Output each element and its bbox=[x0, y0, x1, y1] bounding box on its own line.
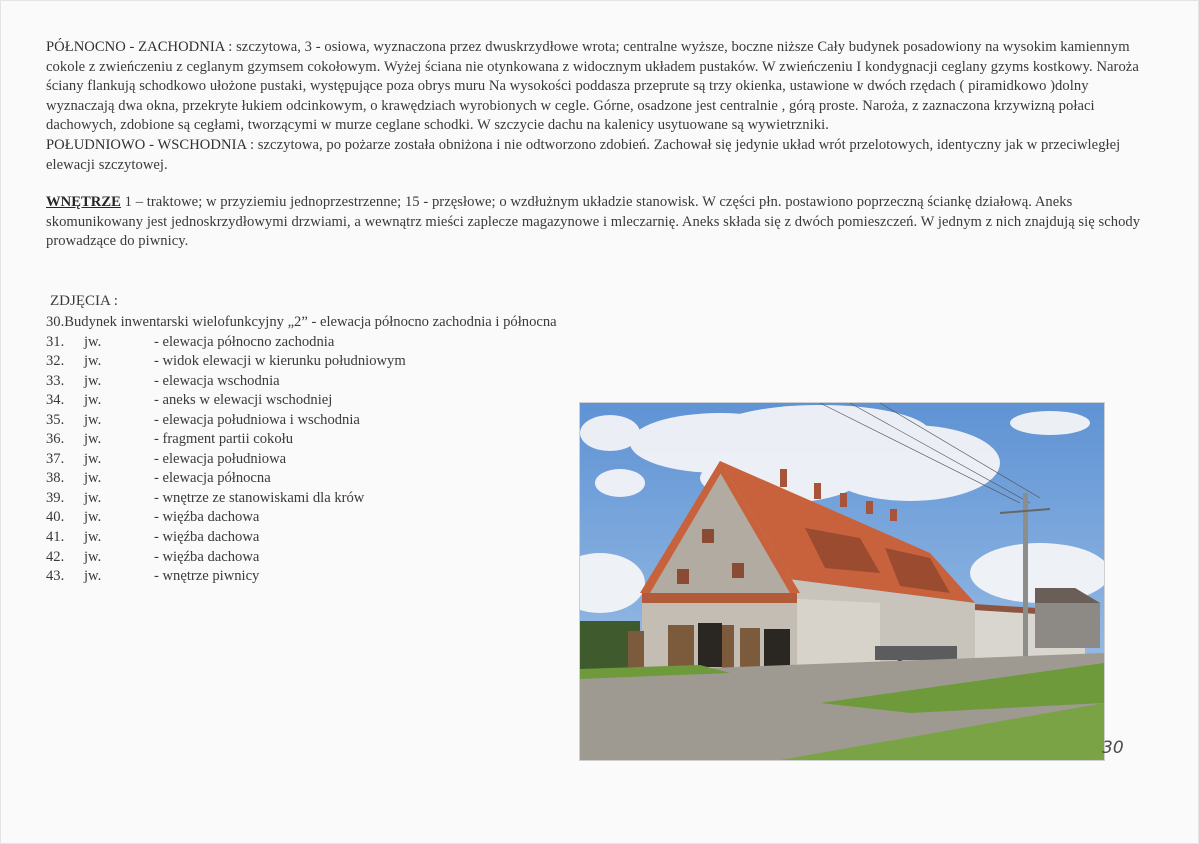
photo-caption-desc: - wnętrze piwnicy bbox=[154, 568, 260, 585]
photo-caption-jw: jw. bbox=[84, 509, 102, 526]
photo-caption-row bbox=[46, 508, 557, 528]
photo-caption-row bbox=[46, 352, 557, 372]
photo-caption-desc: - elewacja północno zachodnia bbox=[154, 333, 335, 350]
photo-caption-row bbox=[46, 430, 557, 450]
se-elevation-paragraph bbox=[46, 136, 1156, 175]
photo-caption-num: 35. bbox=[46, 411, 65, 428]
description-text bbox=[46, 38, 1156, 252]
photo-caption-jw: jw. bbox=[84, 333, 102, 350]
photo-caption-row bbox=[46, 372, 557, 392]
photo-caption-desc: - elewacja północna bbox=[154, 470, 271, 487]
photo-caption-row bbox=[46, 450, 557, 470]
se-elevation-label: POŁUDNIOWO - WSCHODNIA bbox=[46, 136, 247, 153]
photo-caption-row bbox=[46, 391, 557, 411]
photo-caption-num: 32. bbox=[46, 353, 65, 370]
photo-caption-num: 39. bbox=[46, 489, 65, 506]
building-photo bbox=[579, 402, 1105, 761]
photo-caption-desc: - elewacja południowa i wschodnia bbox=[154, 411, 360, 428]
photo-caption-desc: - elewacja południowa bbox=[154, 450, 287, 467]
page-number: 30 bbox=[1102, 738, 1124, 758]
photo-caption-jw: jw. bbox=[84, 450, 102, 467]
photo-list bbox=[46, 313, 557, 587]
photo-caption-row bbox=[46, 567, 557, 587]
interior-paragraph bbox=[46, 193, 1156, 252]
photo-caption-row bbox=[46, 548, 557, 568]
photo-caption-jw: jw. bbox=[84, 470, 102, 487]
photo-caption-desc: - widok elewacji w kierunku południowym bbox=[154, 353, 406, 370]
photo-caption-jw: jw. bbox=[84, 411, 102, 428]
photo-caption-row bbox=[46, 528, 557, 548]
photo-caption-num: 41. bbox=[46, 529, 65, 546]
photo-caption-jw: jw. bbox=[84, 568, 102, 585]
photo-caption-desc: - fragment partii cokołu bbox=[154, 431, 293, 448]
photo-caption-num: 42. bbox=[46, 548, 65, 565]
photo-caption-desc: - więźba dachowa bbox=[154, 548, 260, 565]
photo-caption-desc: - więźba dachowa bbox=[154, 529, 260, 546]
photo-caption-desc: - elewacja wschodnia bbox=[154, 372, 280, 389]
photo-caption-num: 38. bbox=[46, 470, 65, 487]
photo-caption-num: 31. bbox=[46, 333, 65, 350]
photo-caption-num: 36. bbox=[46, 431, 65, 448]
interior-text: 1 – traktowe; w przyziemiu jednoprzestrzenne; 15 - przęsłowe; o wzdłużnym układzie stanowisk. W części płn. postawiono poprzeczną ściankę działową. Aneks skomunikowany jest jednoskrzydłowymi drzwiami, a wewnątrz mieści zaplecze magazynowe i mleczarnię. Aneks składa się z dwóch pomieszczeń. W jednym z nich znajdują się schody prowadzące do piwnicy. bbox=[46, 194, 1141, 250]
nw-elevation-paragraph bbox=[46, 38, 1156, 136]
photo-caption-jw: jw. bbox=[84, 431, 102, 448]
nw-elevation-text: : szczytowa, 3 - osiowa, wyznaczona przez dwuskrzydłowe wrota; centralne wyższe, boczne niższe Cały budynek posadowiony na wysokim kamiennym cokole z zwieńczeniu z ceglanym gzymsem cokołowym. Wyżej ściana nie otynkowana z widocznym układem pustaków. W zwieńczeniu I kondygnacji ceglany gzyms kostkowy. Naroża ściany flankują schodkowo ułożone pustaki, występujące poza obrys muru Na wysokości poddasza przeprute są trzy okienka, ustawione w dwóch rzędach ( piramidkowo )dolny wyznaczają dwa okna, przekryte łukiem odcinkowym, o krawędziach wyrobionych w cegle. Górne, osadzone jest centralnie , górą proste. Naroża, z zaznaczona krzywizną połaci dachowych, zdobione są cegłami, tworzącymi w murze ceglane schodki. W szczycie dachu na kalenicy usytuowane są wywietrzniki. bbox=[46, 39, 1139, 134]
photo-caption-desc: - aneks w elewacji wschodniej bbox=[154, 392, 333, 409]
se-elevation-text: : szczytowa, po pożarze została obniżona i nie odtworzono zdobień. Zachował się jedynie układ wrót przelotowych, identyczny jak w przeciwległej elewacji szczytowej. bbox=[46, 136, 1121, 173]
photo-caption-desc: - wnętrze ze stanowiskami dla krów bbox=[154, 489, 365, 506]
photo-caption-jw: jw. bbox=[84, 529, 102, 546]
photo-caption-jw: jw. bbox=[84, 548, 102, 565]
photo-caption-row bbox=[46, 469, 557, 489]
photo-caption-row bbox=[46, 333, 557, 353]
photos-heading: ZDJĘCIA : bbox=[50, 293, 118, 309]
photo-caption-jw: jw. bbox=[84, 372, 102, 389]
photo-caption-num: 37. bbox=[46, 450, 65, 467]
interior-heading: WNĘTRZE bbox=[46, 194, 121, 211]
photo-caption-row bbox=[46, 489, 557, 509]
photo-caption-jw: jw. bbox=[84, 392, 102, 409]
photo-caption-num: 34. bbox=[46, 392, 65, 409]
photo-caption-num: 43. bbox=[46, 568, 65, 585]
nw-elevation-label: PÓŁNOCNO - ZACHODNIA bbox=[46, 39, 225, 55]
photo-caption-desc: - więźba dachowa bbox=[154, 509, 260, 526]
photo-caption-num: 33. bbox=[46, 372, 65, 389]
photo-caption-jw: jw. bbox=[84, 489, 102, 506]
photo-caption-jw: jw. bbox=[84, 353, 102, 370]
photo-caption-30: 30.Budynek inwentarski wielofunkcyjny „2” - elewacja północno zachodnia i północna bbox=[46, 314, 557, 330]
photo-caption-num: 40. bbox=[46, 509, 65, 526]
photo-caption-row bbox=[46, 411, 557, 431]
